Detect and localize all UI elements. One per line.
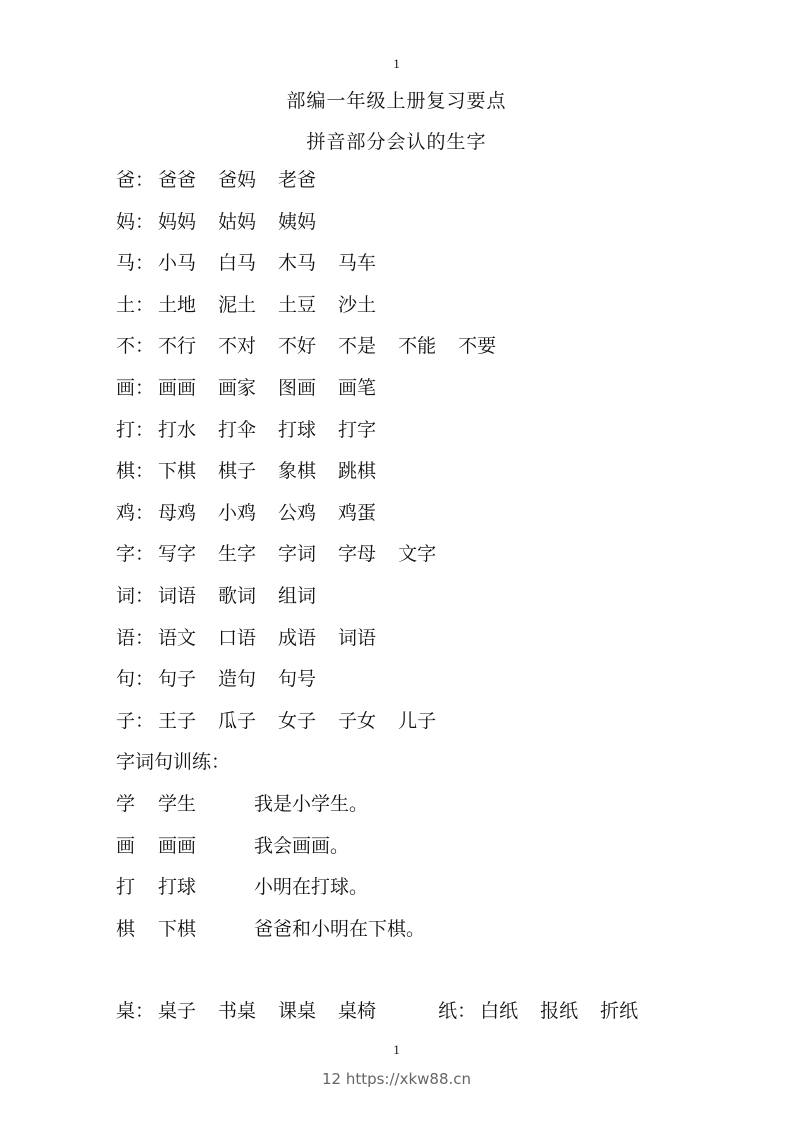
entry-word: 书桌 xyxy=(218,1000,257,1022)
entry-word: 句子 xyxy=(158,668,197,691)
page-title: 部编一年级上册复习要点 xyxy=(286,90,507,112)
training-label: 字词句训练： xyxy=(116,751,231,774)
entry-word: 母鸡 xyxy=(158,501,197,524)
entry-word: 图画 xyxy=(278,376,317,399)
entry-word: 画笔 xyxy=(338,376,377,399)
entry-word: 公鸡 xyxy=(278,501,317,524)
sentence-text: 小明在打球。 xyxy=(254,876,369,899)
sentence-text: 我会画画。 xyxy=(254,834,350,857)
entry-word: 棋子 xyxy=(218,460,257,483)
entry-row xyxy=(116,249,756,291)
entry-word: 句号 xyxy=(278,668,317,691)
entry-word: 马车 xyxy=(338,252,377,275)
entry-character: 字： xyxy=(116,543,155,566)
sentence-text: 爸爸和小明在下棋。 xyxy=(254,917,426,940)
entry-word: 下棋 xyxy=(158,460,197,483)
sentence-character: 学 xyxy=(116,792,136,815)
entry-word: 爸爸 xyxy=(158,169,197,191)
entry-word: 沙土 xyxy=(338,293,377,316)
entry-word: 瓜子 xyxy=(218,709,257,732)
entry-word: 折纸 xyxy=(600,1000,639,1022)
entry-word: 王子 xyxy=(158,709,197,732)
entry-word: 儿子 xyxy=(398,709,437,732)
entry-word: 鸡蛋 xyxy=(338,501,377,524)
entry-word: 小马 xyxy=(158,252,197,275)
entry-character: 句： xyxy=(116,668,155,691)
sentence-text: 我是小学生。 xyxy=(254,792,369,815)
entry-word: 造句 xyxy=(218,668,257,691)
entry-character: 棋： xyxy=(116,460,155,483)
entry-word: 妈妈 xyxy=(158,210,197,233)
page-number-top: 1 xyxy=(393,56,400,71)
entry-word: 组词 xyxy=(278,584,317,607)
entry-word: 打伞 xyxy=(218,418,257,441)
entry-character: 土： xyxy=(116,293,155,316)
entries-list xyxy=(116,166,756,956)
entry-word: 桌椅 xyxy=(338,1000,377,1022)
entry-word: 不好 xyxy=(278,335,317,358)
entry-character: 不： xyxy=(116,335,155,358)
sentence-word: 画画 xyxy=(158,834,197,857)
entry-word: 画画 xyxy=(158,376,197,399)
sentence-word: 下棋 xyxy=(158,917,197,940)
entry-word: 打水 xyxy=(158,418,197,441)
entry-word: 不对 xyxy=(218,335,257,358)
entry-word: 土地 xyxy=(158,293,197,316)
entry-row xyxy=(116,707,756,749)
entry-row xyxy=(116,457,756,499)
entry-word: 口语 xyxy=(218,626,257,649)
entry-word: 字母 xyxy=(338,543,377,566)
entry-character: 纸： xyxy=(438,1000,477,1022)
entry-row xyxy=(116,208,756,250)
sentence-list xyxy=(116,790,756,956)
entry-character: 语： xyxy=(116,626,155,649)
entry-word: 木马 xyxy=(278,252,317,275)
entry-word: 桌子 xyxy=(158,1000,197,1022)
entry-word: 子女 xyxy=(338,709,377,732)
entry-row xyxy=(116,416,756,458)
entry-word: 不是 xyxy=(338,335,377,358)
entry-character: 子： xyxy=(116,709,155,732)
entry-word: 白纸 xyxy=(480,1000,519,1022)
sentence-row xyxy=(116,915,756,957)
watermark-url: 12 https://xkw88.cn xyxy=(321,1070,472,1088)
entry-word: 女子 xyxy=(278,709,317,732)
entry-word: 文字 xyxy=(398,543,437,566)
entry-row xyxy=(116,166,756,208)
entry-word: 不行 xyxy=(158,335,197,358)
page-subtitle: 拼音部分会认的生字 xyxy=(306,131,487,153)
sentence-row xyxy=(116,832,756,874)
entry-character: 爸： xyxy=(116,169,155,191)
entry-row xyxy=(116,582,756,624)
entry-word: 打字 xyxy=(338,418,377,441)
entry-character: 打： xyxy=(116,418,155,441)
entry-word: 词语 xyxy=(338,626,377,649)
sentence-row xyxy=(116,873,756,915)
entry-character: 鸡： xyxy=(116,501,155,524)
entry-word: 象棋 xyxy=(278,460,317,483)
entry-word: 课桌 xyxy=(278,1000,317,1022)
entry-word: 泥土 xyxy=(218,293,257,316)
entry-word: 姨妈 xyxy=(278,210,317,233)
entry-row xyxy=(116,291,756,333)
entry-character: 马： xyxy=(116,252,155,275)
sentence-character: 棋 xyxy=(116,917,136,940)
entry-word: 字词 xyxy=(278,543,317,566)
entry-character: 画： xyxy=(116,376,155,399)
sentence-character: 打 xyxy=(116,876,136,899)
entry-word: 成语 xyxy=(278,626,317,649)
entry-word: 语文 xyxy=(158,626,197,649)
entry-word: 画家 xyxy=(218,376,257,399)
entry-word: 不能 xyxy=(398,335,437,358)
entry-word: 跳棋 xyxy=(338,460,377,483)
entry-word: 写字 xyxy=(158,543,197,566)
entry-character: 词： xyxy=(116,584,155,607)
vocabulary-entries xyxy=(116,166,756,748)
entry-word: 土豆 xyxy=(278,293,317,316)
entry-word: 生字 xyxy=(218,543,257,566)
entry-character: 桌： xyxy=(116,1000,155,1022)
entry-row xyxy=(116,332,756,374)
entry-character: 妈： xyxy=(116,210,155,233)
entry-word: 白马 xyxy=(218,252,257,275)
entry-row xyxy=(116,374,756,416)
sentence-word: 学生 xyxy=(158,792,197,815)
entry-row xyxy=(116,540,756,582)
entry-word: 姑妈 xyxy=(218,210,257,233)
entry-word: 打球 xyxy=(278,418,317,441)
entry-word: 歌词 xyxy=(218,584,257,607)
entry-word: 报纸 xyxy=(540,1000,579,1022)
sentence-row xyxy=(116,790,756,832)
entry-word: 老爸 xyxy=(278,169,317,191)
entry-row xyxy=(116,624,756,666)
sentence-word: 打球 xyxy=(158,876,197,899)
entry-row xyxy=(116,499,756,541)
entry-word: 小鸡 xyxy=(218,501,257,524)
entry-word: 词语 xyxy=(158,584,197,607)
page-number-bottom: 1 xyxy=(393,1042,400,1057)
entry-row xyxy=(116,665,756,707)
entry-word: 不要 xyxy=(458,335,497,358)
bottom-entries xyxy=(116,997,660,1025)
entry-word: 爸妈 xyxy=(218,169,257,191)
sentence-character: 画 xyxy=(116,834,136,857)
